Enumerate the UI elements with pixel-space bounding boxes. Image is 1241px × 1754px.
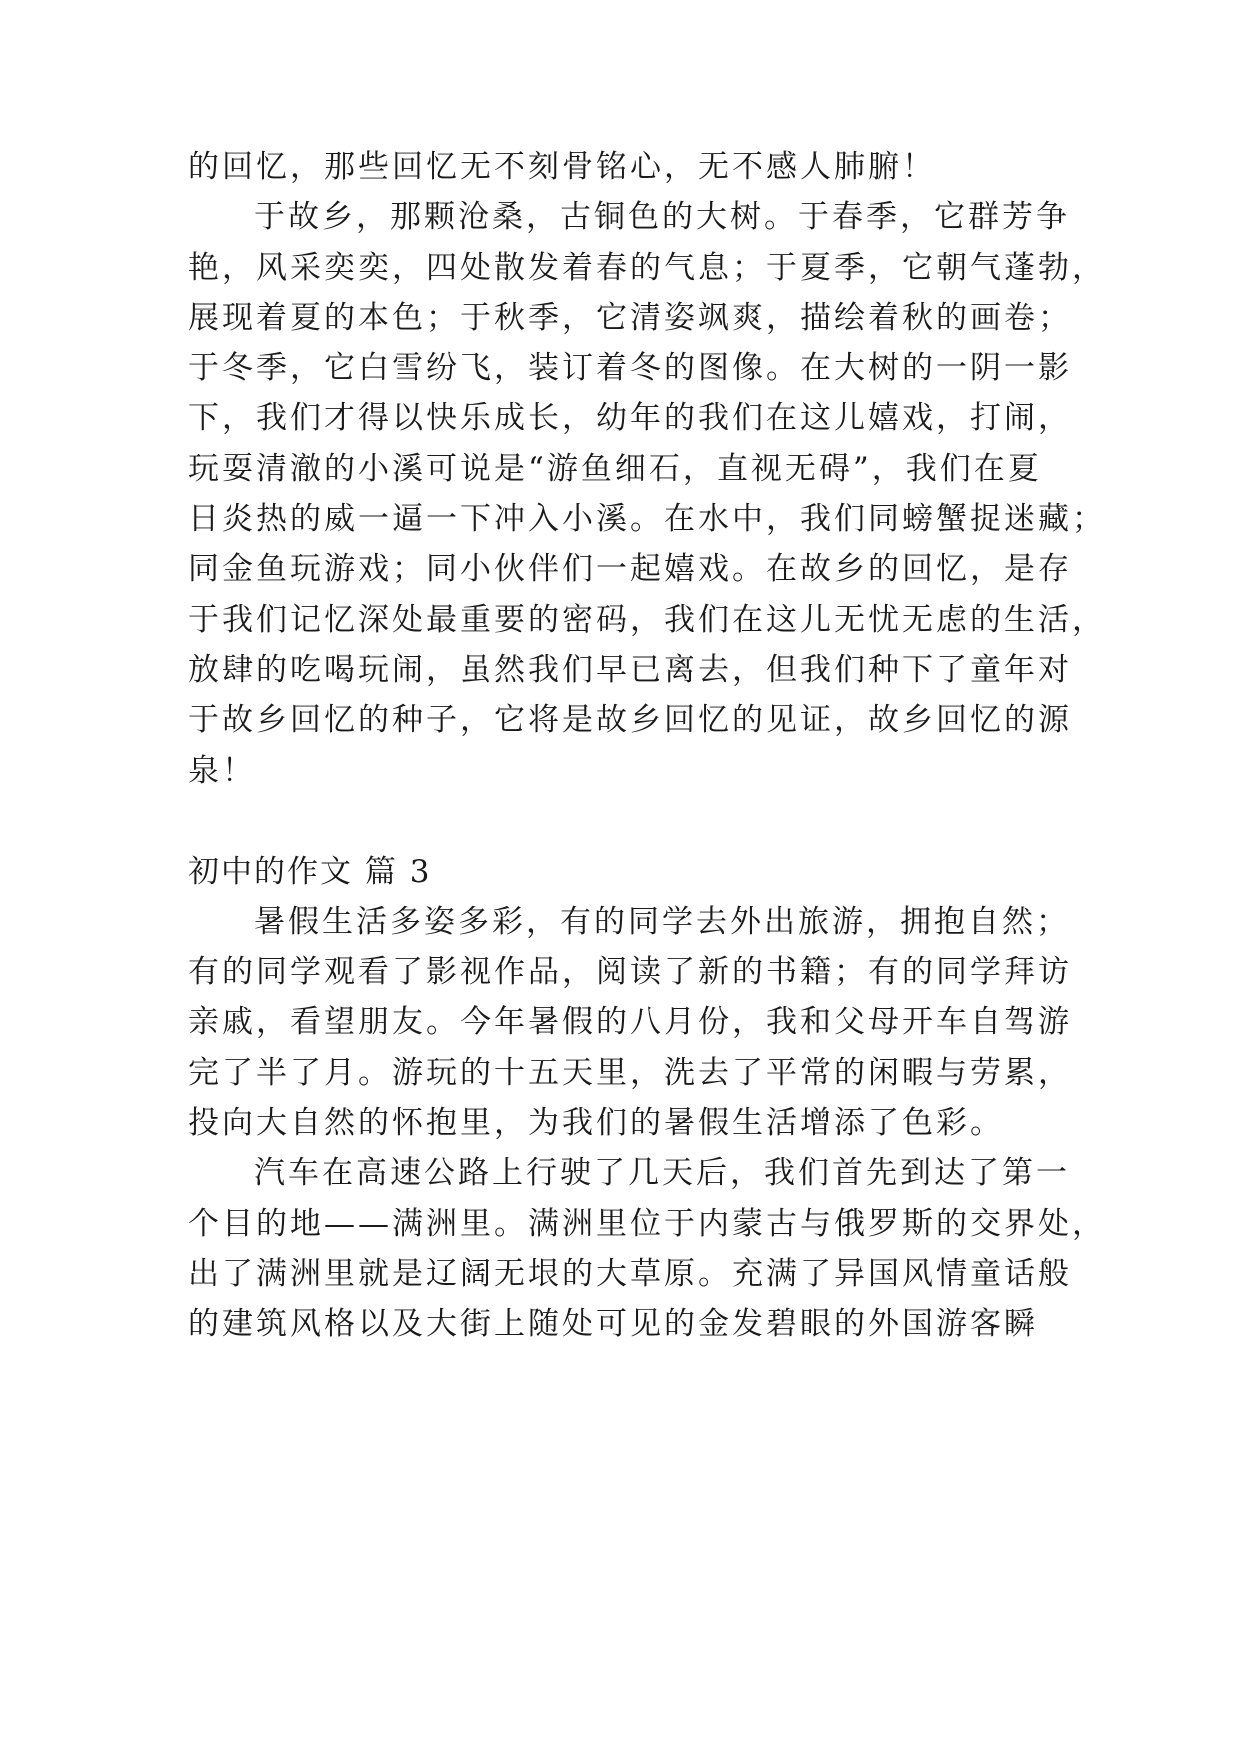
text-line: 完了半了月。游玩的十五天里，洗去了平常的闲暇与劳累， — [188, 1055, 1072, 1091]
text-line: 的回忆，那些回忆无不刻骨铭心，无不感人肺腑！ — [188, 149, 936, 185]
text-line: 玩耍清澈的小溪可说是“游鱼细石，直视无碍”，我们在夏 — [188, 451, 1042, 487]
text-line: 于故乡回忆的种子，它将是故乡回忆的见证，故乡回忆的源 — [188, 702, 1072, 738]
text-line: 放肆的吃喝玩闹，虽然我们早已离去，但我们种下了童年对 — [188, 652, 1072, 688]
text-line: 同金鱼玩游戏；同小伙伴们一起嬉戏。在故乡的回忆，是存 — [188, 551, 1072, 587]
text-line: 艳，风采奕奕，四处散发着春的气息；于夏季，它朝气蓬勃， — [188, 250, 1106, 286]
text-line: 的建筑风格以及大街上随处可见的金发碧眼的外国游客瞬 — [188, 1306, 1038, 1342]
paragraph-start-line: 于故乡，那颗沧桑，古铜色的大树。于春季，它群芳争 — [254, 199, 1070, 235]
text-line: 于冬季，它白雪纷飞，装订着冬的图像。在大树的一阴一影 — [188, 350, 1072, 386]
paragraph-start-line: 汽车在高速公路上行驶了几天后，我们首先到达了第一 — [254, 1155, 1070, 1191]
text-line: 展现着夏的本色；于秋季，它清姿飒爽，描绘着秋的画卷； — [188, 300, 1072, 336]
text-line: 日炎热的威一逼一下冲入小溪。在水中，我们同螃蟹捉迷藏； — [188, 501, 1106, 537]
text-line: 泉！ — [188, 753, 256, 789]
text-line: 下，我们才得以快乐成长，幼年的我们在这儿嬉戏，打闹， — [188, 400, 1072, 436]
text-line: 个目的地——满洲里。满洲里位于内蒙古与俄罗斯的交界处， — [188, 1206, 1106, 1242]
text-line: 于我们记忆深处最重要的密码，我们在这儿无忧无虑的生活， — [188, 602, 1106, 638]
text-line: 投向大自然的怀抱里，为我们的暑假生活增添了色彩。 — [188, 1105, 1004, 1141]
text-line: 出了满洲里就是辽阔无垠的大草原。充满了异国风情童话般 — [188, 1256, 1072, 1292]
section-heading: 初中的作文 篇 3 — [188, 854, 432, 890]
text-line: 有的同学观看了影视作品，阅读了新的书籍；有的同学拜访 — [188, 954, 1072, 990]
paragraph-start-line: 暑假生活多姿多彩，有的同学去外出旅游，拥抱自然； — [254, 904, 1070, 940]
text-line: 亲戚，看望朋友。今年暑假的八月份，我和父母开车自驾游 — [188, 1004, 1072, 1040]
